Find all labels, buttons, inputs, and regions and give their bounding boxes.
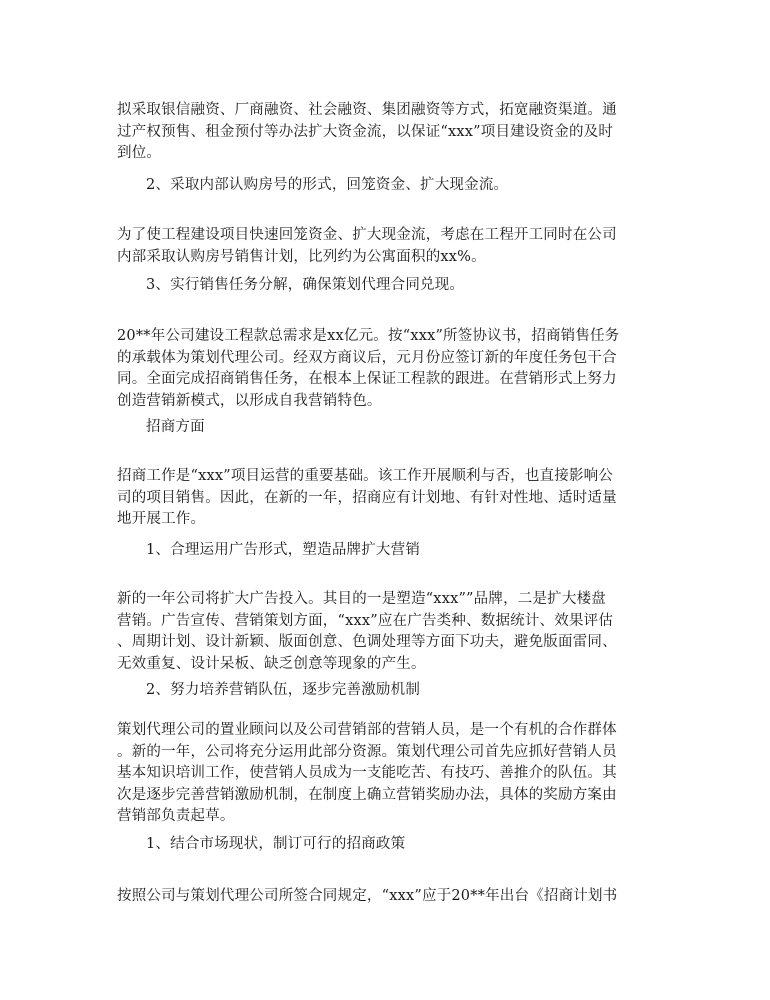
paragraph-investment-policy: 按照公司与策划代理公司所签合同规定，“xxx”应于20**年出台《招商计划书 xyxy=(117,888,618,904)
paragraph-sales-team: 策划代理公司的置业顾问以及公司营销部的营销人员，是一个有机的合作群体 。新的一年，公司将充分运用此部分资源。策划代理公司首先应抓好营销人员 基本知识培训工作，使营销人员成为一支能吃苦、有技巧、善推介的队伍。其 次是逐步完善营销激励机制，在制度上确立营销奖励办法，具体的奖励方案由 营销部负责起草。 xyxy=(117,722,617,824)
heading-sales-team: 2、努力培养营销队伍，逐步完善激励机制 xyxy=(146,682,421,698)
heading-sales-task: 3、实行销售任务分解，确保策划代理合同兑现。 xyxy=(146,277,465,293)
paragraph-advertising: 新的一年公司将扩大广告投入。其目的一是塑造“xxx””品牌，二是扩大楼盘 营销。广告宣传、营销策划方面，“xxx”应在广告类种、数据统计、效果评估 、周期计划、设计新颖、版面创意、色调处理等方面下功夫，避免版面雷同、 无效重复、设计呆板、缺乏创意等现象的产生。 xyxy=(117,591,617,672)
paragraph-internal-subscription: 为了使工程建设项目快速回笼资金、扩大现金流，考虑在工程开工同时在公司 内部采取认购房号销售计划，比列约为公寓面积的xx%。 xyxy=(117,227,617,265)
heading-advertising: 1、合理运用广告形式，塑造品牌扩大营销 xyxy=(146,542,421,558)
heading-investment: 招商方面 xyxy=(146,419,205,435)
paragraph-sales-task: 20**年公司建设工程款总需求是xx亿元。按“xxx”所签协议书，招商销售任务 的承载体为策划代理公司。经双方商议后，元月份应签订新的年度任务包干合 同。全面完成招商销售任务，在根本上保证工程款的跟进。在营销形式上努力 创造营销新模式，以形成自我营销特色。 xyxy=(117,328,620,409)
heading-internal-subscription: 2、采取内部认购房号的形式，回笼资金、扩大现金流。 xyxy=(146,177,509,193)
heading-investment-policy: 1、结合市场现状，制订可行的招商政策 xyxy=(146,836,406,852)
paragraph-investment: 招商工作是“xxx”项目运营的重要基础。该工作开展顺利与否，也直接影响公 司的项目销售。因此，在新的一年，招商应有计划地、有针对性地、适时适量 地开展工作。 xyxy=(117,468,617,527)
paragraph-financing-methods: 拟采取银信融资、厂商融资、社会融资、集团融资等方式，拓宽融资渠道。通 过产权预售、租金预付等办法扩大资金流，以保证“xxx”项目建设资金的及时 到位。 xyxy=(117,102,617,161)
